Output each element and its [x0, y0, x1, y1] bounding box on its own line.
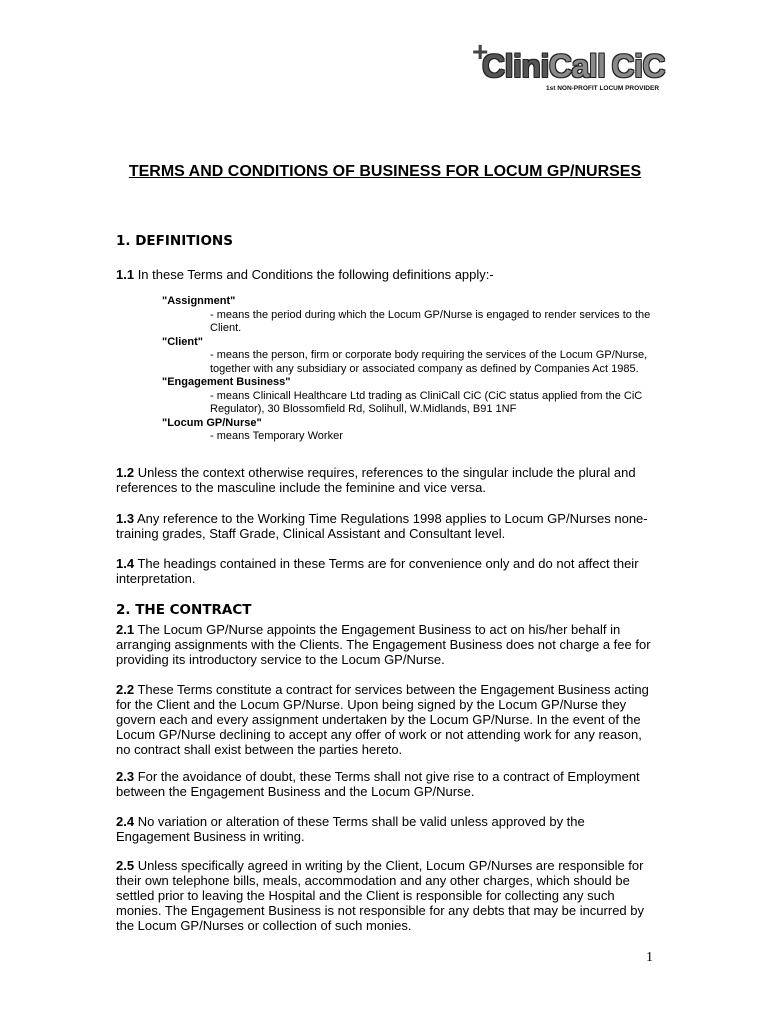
clause-2-3 [116, 769, 656, 799]
clause-number: 1.3 [116, 511, 135, 526]
definition-term: "Locum GP/Nurse" [162, 416, 262, 429]
clause-number: 2.5 [116, 858, 135, 873]
clause-text: Any reference to the Working Time Regulations 1998 applies to Locum GP/Nurses none-training grades, Staff Grade, Clinical Assistant and Consultant level. [116, 511, 648, 541]
logo-wordmark [482, 48, 665, 84]
clause-number: 1.1 [116, 267, 135, 282]
definition-term: "Assignment" [162, 295, 236, 307]
clause-1-4 [116, 556, 656, 586]
definitions-list [162, 295, 652, 444]
clause-2-2 [116, 682, 656, 757]
definition-description: - means Temporary Worker [210, 430, 343, 442]
clause-text: The headings contained in these Terms are for convenience only and do not affect their interpretation. [116, 556, 639, 586]
document-title: TERMS AND CONDITIONS OF BUSINESS FOR LOCUM GP/NURSES [128, 163, 642, 180]
definition-term: "Client" [162, 335, 203, 348]
clause-number: 1.4 [116, 556, 135, 571]
clause-2-5 [116, 858, 656, 933]
clause-text: The Locum GP/Nurse appoints the Engagement Business to act on his/her behalf in arranging assignments with the Clients. The Engagement Business does not charge a fee for providing its introductory service to the Locum GP/Nurse. [116, 622, 651, 667]
definition-description: - means the person, firm or corporate body requiring the services of the Locum GP/Nurse, together with any subsidiary or associated company as defined by Companies Act 1985. [210, 349, 648, 375]
clause-1-2 [116, 465, 656, 495]
clause-1-3 [116, 511, 656, 541]
clause-1-1 [116, 267, 656, 282]
clause-number: 1.2 [116, 465, 135, 480]
clause-number: 2.1 [116, 622, 135, 637]
clause-number: 2.2 [116, 682, 135, 697]
logo-tagline: 1st NON-PROFIT LOCUM PROVIDER [546, 85, 660, 92]
page-number: 1 [646, 950, 653, 965]
clause-number: 2.4 [116, 814, 135, 829]
definition-term: "Engagement Business" [162, 376, 291, 388]
clause-text: No variation or alteration of these Terms shall be valid unless approved by the Engagement Business in writing. [116, 814, 585, 844]
definition-description: - means the period during which the Locum GP/Nurse is engaged to render services to the Client. [210, 308, 651, 334]
section-heading-contract: 2. THE CONTRACT [116, 602, 252, 618]
logo-word-cic: CiC [611, 48, 666, 84]
clause-number: 2.3 [116, 769, 135, 784]
clause-text: In these Terms and Conditions the following definitions apply:- [134, 267, 494, 282]
clause-text: Unless the context otherwise requires, references to the singular include the plural and references to the masculine include the feminine and vice versa. [116, 465, 636, 495]
clause-2-1 [116, 622, 656, 667]
section-heading-definitions: 1. DEFINITIONS [116, 233, 233, 249]
logo-word-clini: Clini [482, 48, 549, 84]
definition-description: - means Clinicall Healthcare Ltd trading as CliniCall CiC (CiC status applied from the CiC Regulator), 30 Blossomfield Rd, Solihull, W.Midlands, B91 1NF [210, 389, 643, 415]
logo-word-call: Call [548, 48, 606, 84]
logo-plus-mark: + [472, 36, 489, 67]
clause-2-4 [116, 814, 656, 844]
clause-text: These Terms constitute a contract for services between the Engagement Business acting for the Client and the Locum GP/Nurse. Upon being signed by the Locum GP/Nurse they govern each and every assignment undertaken by the Locum GP/Nurse. In the event of the Locum GP/Nurse declining to accept any offer of work or not attending work for any reason, no contract shall exist between the parties hereto. [116, 682, 649, 757]
company-logo [472, 36, 666, 96]
clause-text: Unless specifically agreed in writing by the Client, Locum GP/Nurses are responsible for their own telephone bills, meals, accommodation and any other charges, which should be settled prior to leaving the Hospital and the Client is responsible for collecting any such monies. The Engagement Business is not responsible for any debts that may be incurred by the Locum GP/Nurses or collection of such monies. [116, 858, 644, 933]
clause-text: For the avoidance of doubt, these Terms shall not give rise to a contract of Employment between the Engagement Business and the Locum GP/Nurse. [116, 769, 640, 799]
